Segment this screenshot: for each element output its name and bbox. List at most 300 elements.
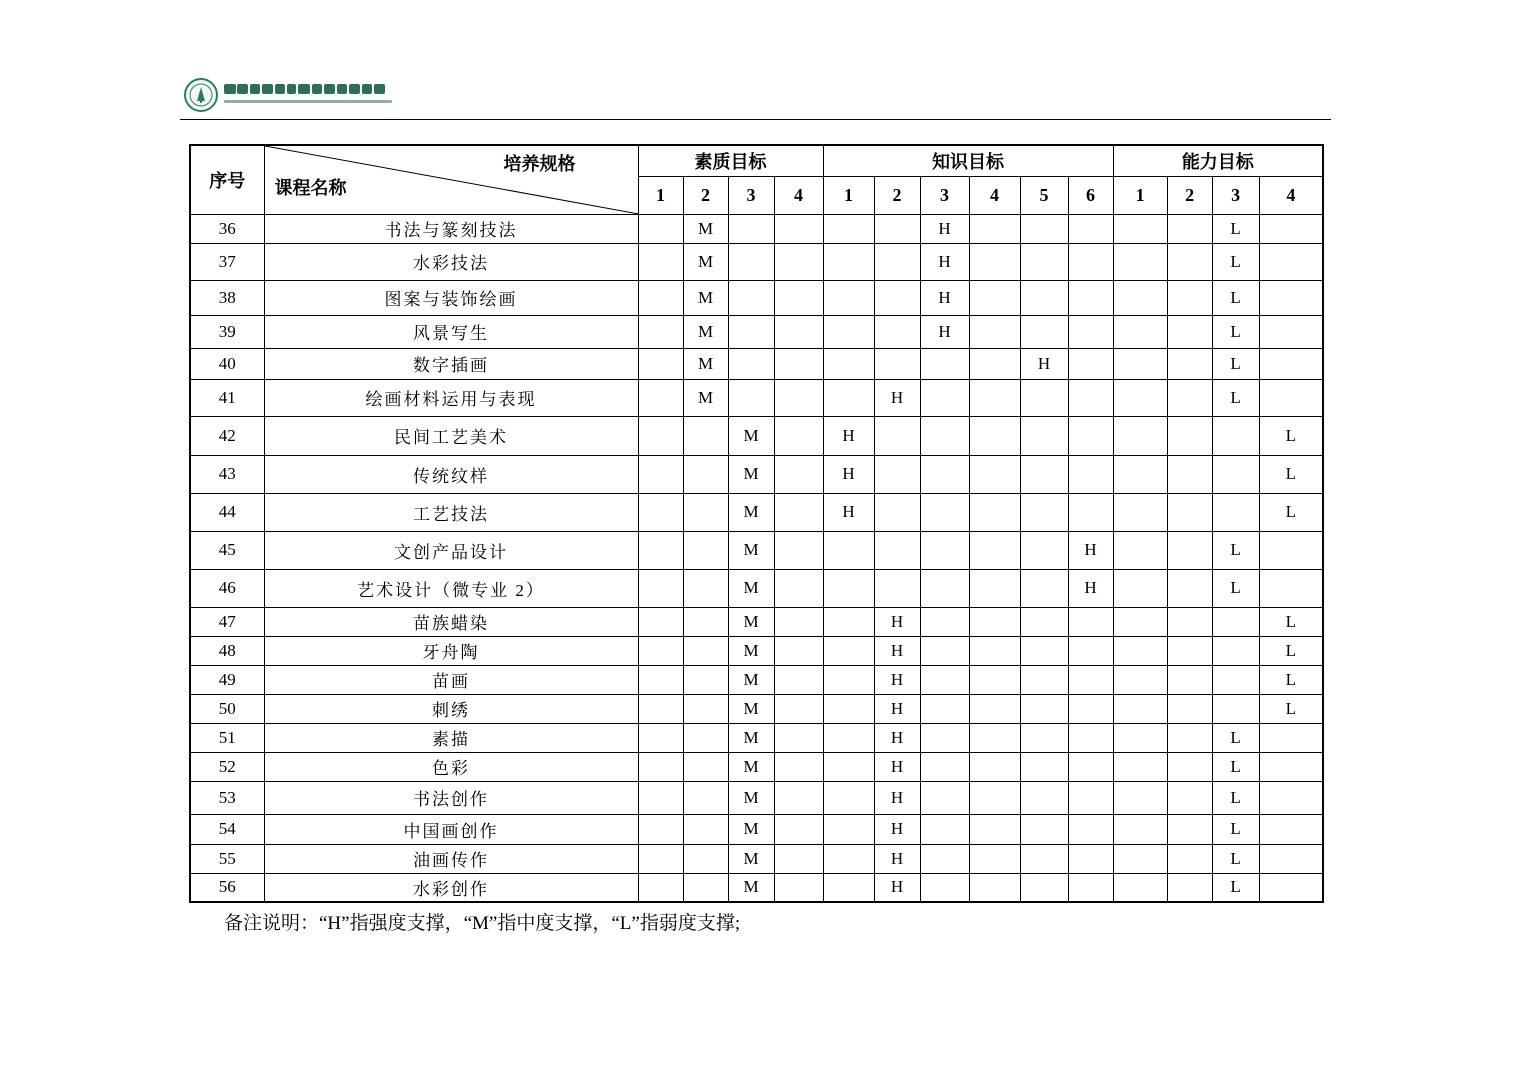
support-level-cell <box>1259 752 1323 781</box>
support-level-cell: H <box>874 694 920 723</box>
support-level-cell <box>969 844 1020 873</box>
support-level-cell <box>920 665 969 694</box>
support-level-cell: L <box>1212 531 1259 569</box>
table-row <box>190 636 1323 665</box>
support-level-cell <box>774 694 823 723</box>
table-row <box>190 781 1323 814</box>
row-number: 45 <box>190 531 264 569</box>
support-level-cell: M <box>728 636 774 665</box>
row-number: 37 <box>190 243 264 280</box>
support-level-cell <box>1167 531 1212 569</box>
support-level-cell: M <box>728 873 774 902</box>
support-level-cell <box>823 607 874 636</box>
support-level-cell <box>638 416 683 455</box>
support-level-cell: L <box>1212 379 1259 416</box>
support-level-cell: H <box>874 844 920 873</box>
support-level-cell <box>1259 315 1323 348</box>
subheader-col: 1 <box>823 176 874 214</box>
support-level-cell <box>774 243 823 280</box>
row-number: 38 <box>190 280 264 315</box>
support-level-cell: M <box>728 455 774 493</box>
support-level-cell: H <box>920 315 969 348</box>
course-name: 工艺技法 <box>264 493 638 531</box>
subheader-col: 4 <box>969 176 1020 214</box>
support-level-cell <box>823 694 874 723</box>
support-level-cell <box>774 636 823 665</box>
support-level-cell <box>638 531 683 569</box>
row-number: 42 <box>190 416 264 455</box>
course-name: 油画传作 <box>264 844 638 873</box>
row-number: 39 <box>190 315 264 348</box>
support-level-cell <box>638 315 683 348</box>
page-header <box>180 74 1330 120</box>
support-level-cell <box>1113 493 1167 531</box>
support-level-cell <box>969 455 1020 493</box>
support-level-cell <box>1020 873 1068 902</box>
table-row <box>190 694 1323 723</box>
corner-top-label: 培养规格 <box>503 154 576 174</box>
support-level-cell <box>683 723 728 752</box>
support-level-cell <box>1113 665 1167 694</box>
support-level-cell <box>969 531 1020 569</box>
support-level-cell <box>1113 455 1167 493</box>
row-number: 47 <box>190 607 264 636</box>
support-level-cell <box>728 348 774 379</box>
support-level-cell <box>774 844 823 873</box>
support-level-cell <box>969 873 1020 902</box>
support-level-cell <box>1068 607 1113 636</box>
support-level-cell: H <box>920 214 969 243</box>
subheader-col: 2 <box>874 176 920 214</box>
course-name: 绘画材料运用与表现 <box>264 379 638 416</box>
support-level-cell <box>683 493 728 531</box>
row-number: 55 <box>190 844 264 873</box>
support-level-cell <box>1113 636 1167 665</box>
support-level-cell: L <box>1259 607 1323 636</box>
support-level-cell: L <box>1259 694 1323 723</box>
support-level-cell <box>638 455 683 493</box>
table-row <box>190 814 1323 844</box>
support-level-cell <box>683 844 728 873</box>
support-level-cell <box>874 348 920 379</box>
support-level-cell: H <box>920 280 969 315</box>
support-level-cell <box>774 569 823 607</box>
support-level-cell <box>1259 844 1323 873</box>
support-level-cell <box>683 569 728 607</box>
support-level-cell <box>920 569 969 607</box>
subheader-col: 2 <box>683 176 728 214</box>
support-level-cell: H <box>823 493 874 531</box>
support-level-cell <box>969 752 1020 781</box>
table-row <box>190 214 1323 243</box>
support-level-cell: H <box>874 379 920 416</box>
support-level-cell <box>1167 723 1212 752</box>
support-level-cell <box>823 243 874 280</box>
support-level-cell <box>920 416 969 455</box>
support-level-cell <box>638 665 683 694</box>
support-level-cell <box>1259 379 1323 416</box>
group-header-quality: 素质目标 <box>638 145 823 176</box>
support-level-cell <box>1068 844 1113 873</box>
college-seal-icon <box>184 78 218 112</box>
support-level-cell <box>1212 636 1259 665</box>
support-level-cell <box>823 665 874 694</box>
support-level-cell <box>823 348 874 379</box>
support-level-cell: H <box>874 723 920 752</box>
subheader-col: 2 <box>1167 176 1212 214</box>
support-level-cell <box>1113 752 1167 781</box>
table-row <box>190 379 1323 416</box>
support-level-cell: L <box>1212 752 1259 781</box>
support-level-cell <box>1068 814 1113 844</box>
support-level-cell <box>969 814 1020 844</box>
table-row <box>190 455 1323 493</box>
support-level-cell <box>1020 752 1068 781</box>
support-level-cell <box>1020 723 1068 752</box>
support-level-cell <box>1020 493 1068 531</box>
support-level-cell <box>683 416 728 455</box>
support-level-cell <box>638 280 683 315</box>
table-row <box>190 315 1323 348</box>
support-level-cell <box>1020 379 1068 416</box>
course-name: 书法创作 <box>264 781 638 814</box>
support-level-cell <box>683 455 728 493</box>
row-number: 49 <box>190 665 264 694</box>
support-level-cell <box>920 348 969 379</box>
row-number: 40 <box>190 348 264 379</box>
support-level-cell <box>823 315 874 348</box>
support-level-cell <box>1068 379 1113 416</box>
support-level-cell <box>1113 214 1167 243</box>
support-level-cell <box>683 694 728 723</box>
support-level-cell <box>1212 607 1259 636</box>
support-level-cell <box>823 873 874 902</box>
table-row <box>190 665 1323 694</box>
course-name: 苗画 <box>264 665 638 694</box>
support-level-cell <box>774 873 823 902</box>
support-level-cell: L <box>1259 636 1323 665</box>
support-level-cell <box>823 214 874 243</box>
support-level-cell <box>728 315 774 348</box>
support-level-cell: H <box>823 416 874 455</box>
support-level-cell <box>920 636 969 665</box>
table-row <box>190 723 1323 752</box>
support-level-cell <box>920 781 969 814</box>
table-row <box>190 607 1323 636</box>
support-level-cell <box>920 531 969 569</box>
course-name: 水彩技法 <box>264 243 638 280</box>
group-header-ability: 能力目标 <box>1113 145 1323 176</box>
support-level-cell <box>1167 607 1212 636</box>
support-level-cell <box>969 636 1020 665</box>
support-level-cell: M <box>728 607 774 636</box>
support-level-cell <box>823 752 874 781</box>
support-level-cell <box>638 569 683 607</box>
support-level-cell <box>1068 723 1113 752</box>
support-level-cell <box>920 455 969 493</box>
support-level-cell <box>1068 280 1113 315</box>
support-level-cell: M <box>728 752 774 781</box>
support-level-cell <box>638 723 683 752</box>
support-level-cell <box>774 752 823 781</box>
support-level-cell <box>1068 493 1113 531</box>
course-name: 图案与装饰绘画 <box>264 280 638 315</box>
support-level-cell <box>1167 493 1212 531</box>
support-level-cell <box>1167 873 1212 902</box>
corner-bottom-label: 课程名称 <box>274 178 347 198</box>
support-level-cell: H <box>874 665 920 694</box>
support-level-cell: M <box>683 214 728 243</box>
support-level-cell <box>1020 280 1068 315</box>
support-level-cell <box>774 665 823 694</box>
subheader-col: 5 <box>1020 176 1068 214</box>
support-level-cell <box>1068 315 1113 348</box>
support-level-cell <box>638 243 683 280</box>
support-level-cell <box>1212 493 1259 531</box>
support-level-cell <box>1068 416 1113 455</box>
support-level-cell <box>969 607 1020 636</box>
row-number: 51 <box>190 723 264 752</box>
matrix-body <box>190 214 1323 902</box>
support-level-cell <box>638 694 683 723</box>
support-level-cell: M <box>683 348 728 379</box>
support-level-cell <box>823 379 874 416</box>
support-level-cell <box>1167 315 1212 348</box>
support-level-cell <box>920 844 969 873</box>
header-rule <box>180 119 1331 120</box>
support-level-cell <box>969 665 1020 694</box>
support-level-cell: L <box>1259 665 1323 694</box>
support-level-cell: M <box>728 493 774 531</box>
support-level-cell <box>1113 243 1167 280</box>
support-level-cell <box>1167 214 1212 243</box>
support-level-cell <box>1167 844 1212 873</box>
support-level-cell: L <box>1212 214 1259 243</box>
support-level-cell: M <box>728 844 774 873</box>
row-number: 52 <box>190 752 264 781</box>
support-level-cell <box>1259 723 1323 752</box>
support-level-cell <box>920 752 969 781</box>
support-level-cell <box>823 723 874 752</box>
support-level-cell <box>1113 723 1167 752</box>
support-level-cell: H <box>874 607 920 636</box>
support-level-cell: H <box>874 781 920 814</box>
support-level-cell <box>774 531 823 569</box>
support-level-cell <box>1020 214 1068 243</box>
support-level-cell <box>1167 752 1212 781</box>
table-row <box>190 416 1323 455</box>
support-level-cell <box>638 214 683 243</box>
support-level-cell <box>1212 694 1259 723</box>
support-level-cell <box>1068 873 1113 902</box>
support-level-cell <box>1020 844 1068 873</box>
support-level-cell <box>1020 665 1068 694</box>
course-name: 色彩 <box>264 752 638 781</box>
support-level-cell <box>774 416 823 455</box>
support-level-cell <box>1167 694 1212 723</box>
support-level-cell <box>1167 665 1212 694</box>
table-row <box>190 531 1323 569</box>
course-name: 数字插画 <box>264 348 638 379</box>
support-level-cell: L <box>1212 569 1259 607</box>
support-level-cell <box>1020 781 1068 814</box>
support-level-cell <box>1167 416 1212 455</box>
support-level-cell <box>1259 569 1323 607</box>
support-level-cell <box>969 723 1020 752</box>
support-level-cell <box>728 379 774 416</box>
support-level-cell <box>920 723 969 752</box>
support-level-cell: M <box>728 531 774 569</box>
support-level-cell <box>874 455 920 493</box>
support-level-cell <box>638 752 683 781</box>
support-level-cell <box>1020 694 1068 723</box>
support-level-cell: M <box>728 723 774 752</box>
row-number: 36 <box>190 214 264 243</box>
table-row <box>190 348 1323 379</box>
support-level-cell <box>1167 280 1212 315</box>
course-name: 牙舟陶 <box>264 636 638 665</box>
course-name: 素描 <box>264 723 638 752</box>
subheader-col: 4 <box>774 176 823 214</box>
table-row <box>190 280 1323 315</box>
support-level-cell <box>1068 752 1113 781</box>
support-level-cell <box>969 781 1020 814</box>
table-row <box>190 243 1323 280</box>
course-name: 传统纹样 <box>264 455 638 493</box>
support-level-cell: L <box>1212 280 1259 315</box>
support-level-cell <box>1020 455 1068 493</box>
support-level-cell <box>1167 636 1212 665</box>
support-level-cell <box>969 694 1020 723</box>
support-level-cell: M <box>728 694 774 723</box>
support-level-cell <box>1259 531 1323 569</box>
support-level-cell: L <box>1212 243 1259 280</box>
support-level-cell <box>823 844 874 873</box>
support-level-cell <box>874 214 920 243</box>
support-level-cell <box>1167 348 1212 379</box>
support-level-cell <box>1113 873 1167 902</box>
support-level-cell: H <box>874 752 920 781</box>
row-number: 44 <box>190 493 264 531</box>
table-row <box>190 844 1323 873</box>
row-number: 50 <box>190 694 264 723</box>
support-level-cell <box>920 814 969 844</box>
support-level-cell <box>920 694 969 723</box>
support-level-cell <box>1113 315 1167 348</box>
support-level-cell <box>920 493 969 531</box>
support-level-cell <box>1068 243 1113 280</box>
course-support-matrix <box>189 144 1324 903</box>
support-level-cell <box>1212 665 1259 694</box>
row-number: 53 <box>190 781 264 814</box>
support-level-cell <box>1113 280 1167 315</box>
table-row <box>190 569 1323 607</box>
support-level-cell <box>774 781 823 814</box>
row-number: 48 <box>190 636 264 665</box>
support-level-cell: L <box>1212 814 1259 844</box>
course-name: 书法与篆刻技法 <box>264 214 638 243</box>
support-level-cell <box>728 280 774 315</box>
support-level-cell <box>1068 694 1113 723</box>
support-level-cell <box>683 636 728 665</box>
support-level-cell <box>1020 569 1068 607</box>
support-level-cell <box>774 723 823 752</box>
support-level-cell <box>1259 348 1323 379</box>
support-level-cell <box>969 243 1020 280</box>
support-level-cell <box>823 569 874 607</box>
subheader-col: 3 <box>1212 176 1259 214</box>
support-level-cell <box>969 416 1020 455</box>
support-level-cell <box>1113 348 1167 379</box>
support-level-cell <box>874 315 920 348</box>
support-level-cell <box>874 416 920 455</box>
row-number: 46 <box>190 569 264 607</box>
subheader-col: 3 <box>728 176 774 214</box>
support-level-cell <box>1113 379 1167 416</box>
support-level-cell: L <box>1259 493 1323 531</box>
support-level-cell <box>1167 243 1212 280</box>
support-level-cell: H <box>874 814 920 844</box>
support-level-cell <box>1068 348 1113 379</box>
support-level-cell <box>969 379 1020 416</box>
support-level-cell <box>1259 781 1323 814</box>
support-level-cell: L <box>1212 723 1259 752</box>
support-level-cell <box>638 781 683 814</box>
support-level-cell <box>969 569 1020 607</box>
support-level-cell <box>1212 455 1259 493</box>
group-header-knowledge: 知识目标 <box>823 145 1113 176</box>
support-level-cell <box>683 607 728 636</box>
course-name: 艺术设计（微专业 2） <box>264 569 638 607</box>
support-level-cell <box>728 243 774 280</box>
support-level-cell <box>823 781 874 814</box>
support-level-cell <box>683 752 728 781</box>
support-level-cell <box>920 873 969 902</box>
footnote: 备注说明：“H”指强度支撑，“M”指中度支撑，“L”指弱度支撑; <box>224 913 741 934</box>
support-level-cell <box>1167 569 1212 607</box>
support-level-cell <box>1259 814 1323 844</box>
support-level-cell <box>1068 455 1113 493</box>
table-row <box>190 493 1323 531</box>
support-level-cell: L <box>1259 416 1323 455</box>
course-name: 水彩创作 <box>264 873 638 902</box>
support-level-cell <box>774 315 823 348</box>
support-level-cell <box>1167 379 1212 416</box>
support-level-cell: M <box>683 243 728 280</box>
support-level-cell <box>823 636 874 665</box>
support-level-cell: L <box>1212 844 1259 873</box>
support-level-cell <box>1167 455 1212 493</box>
support-level-cell: H <box>1020 348 1068 379</box>
index-header: 序号 <box>190 145 264 214</box>
support-level-cell <box>638 844 683 873</box>
support-level-cell <box>638 873 683 902</box>
support-level-cell <box>1259 280 1323 315</box>
support-level-cell <box>1068 665 1113 694</box>
support-level-cell <box>1167 781 1212 814</box>
support-level-cell <box>1020 607 1068 636</box>
support-level-cell: L <box>1259 455 1323 493</box>
support-level-cell <box>1020 315 1068 348</box>
support-level-cell: M <box>728 665 774 694</box>
support-level-cell: H <box>920 243 969 280</box>
support-level-cell <box>683 873 728 902</box>
support-level-cell <box>774 379 823 416</box>
subheader-col: 1 <box>638 176 683 214</box>
row-number: 43 <box>190 455 264 493</box>
support-level-cell <box>774 814 823 844</box>
support-level-cell <box>1259 873 1323 902</box>
